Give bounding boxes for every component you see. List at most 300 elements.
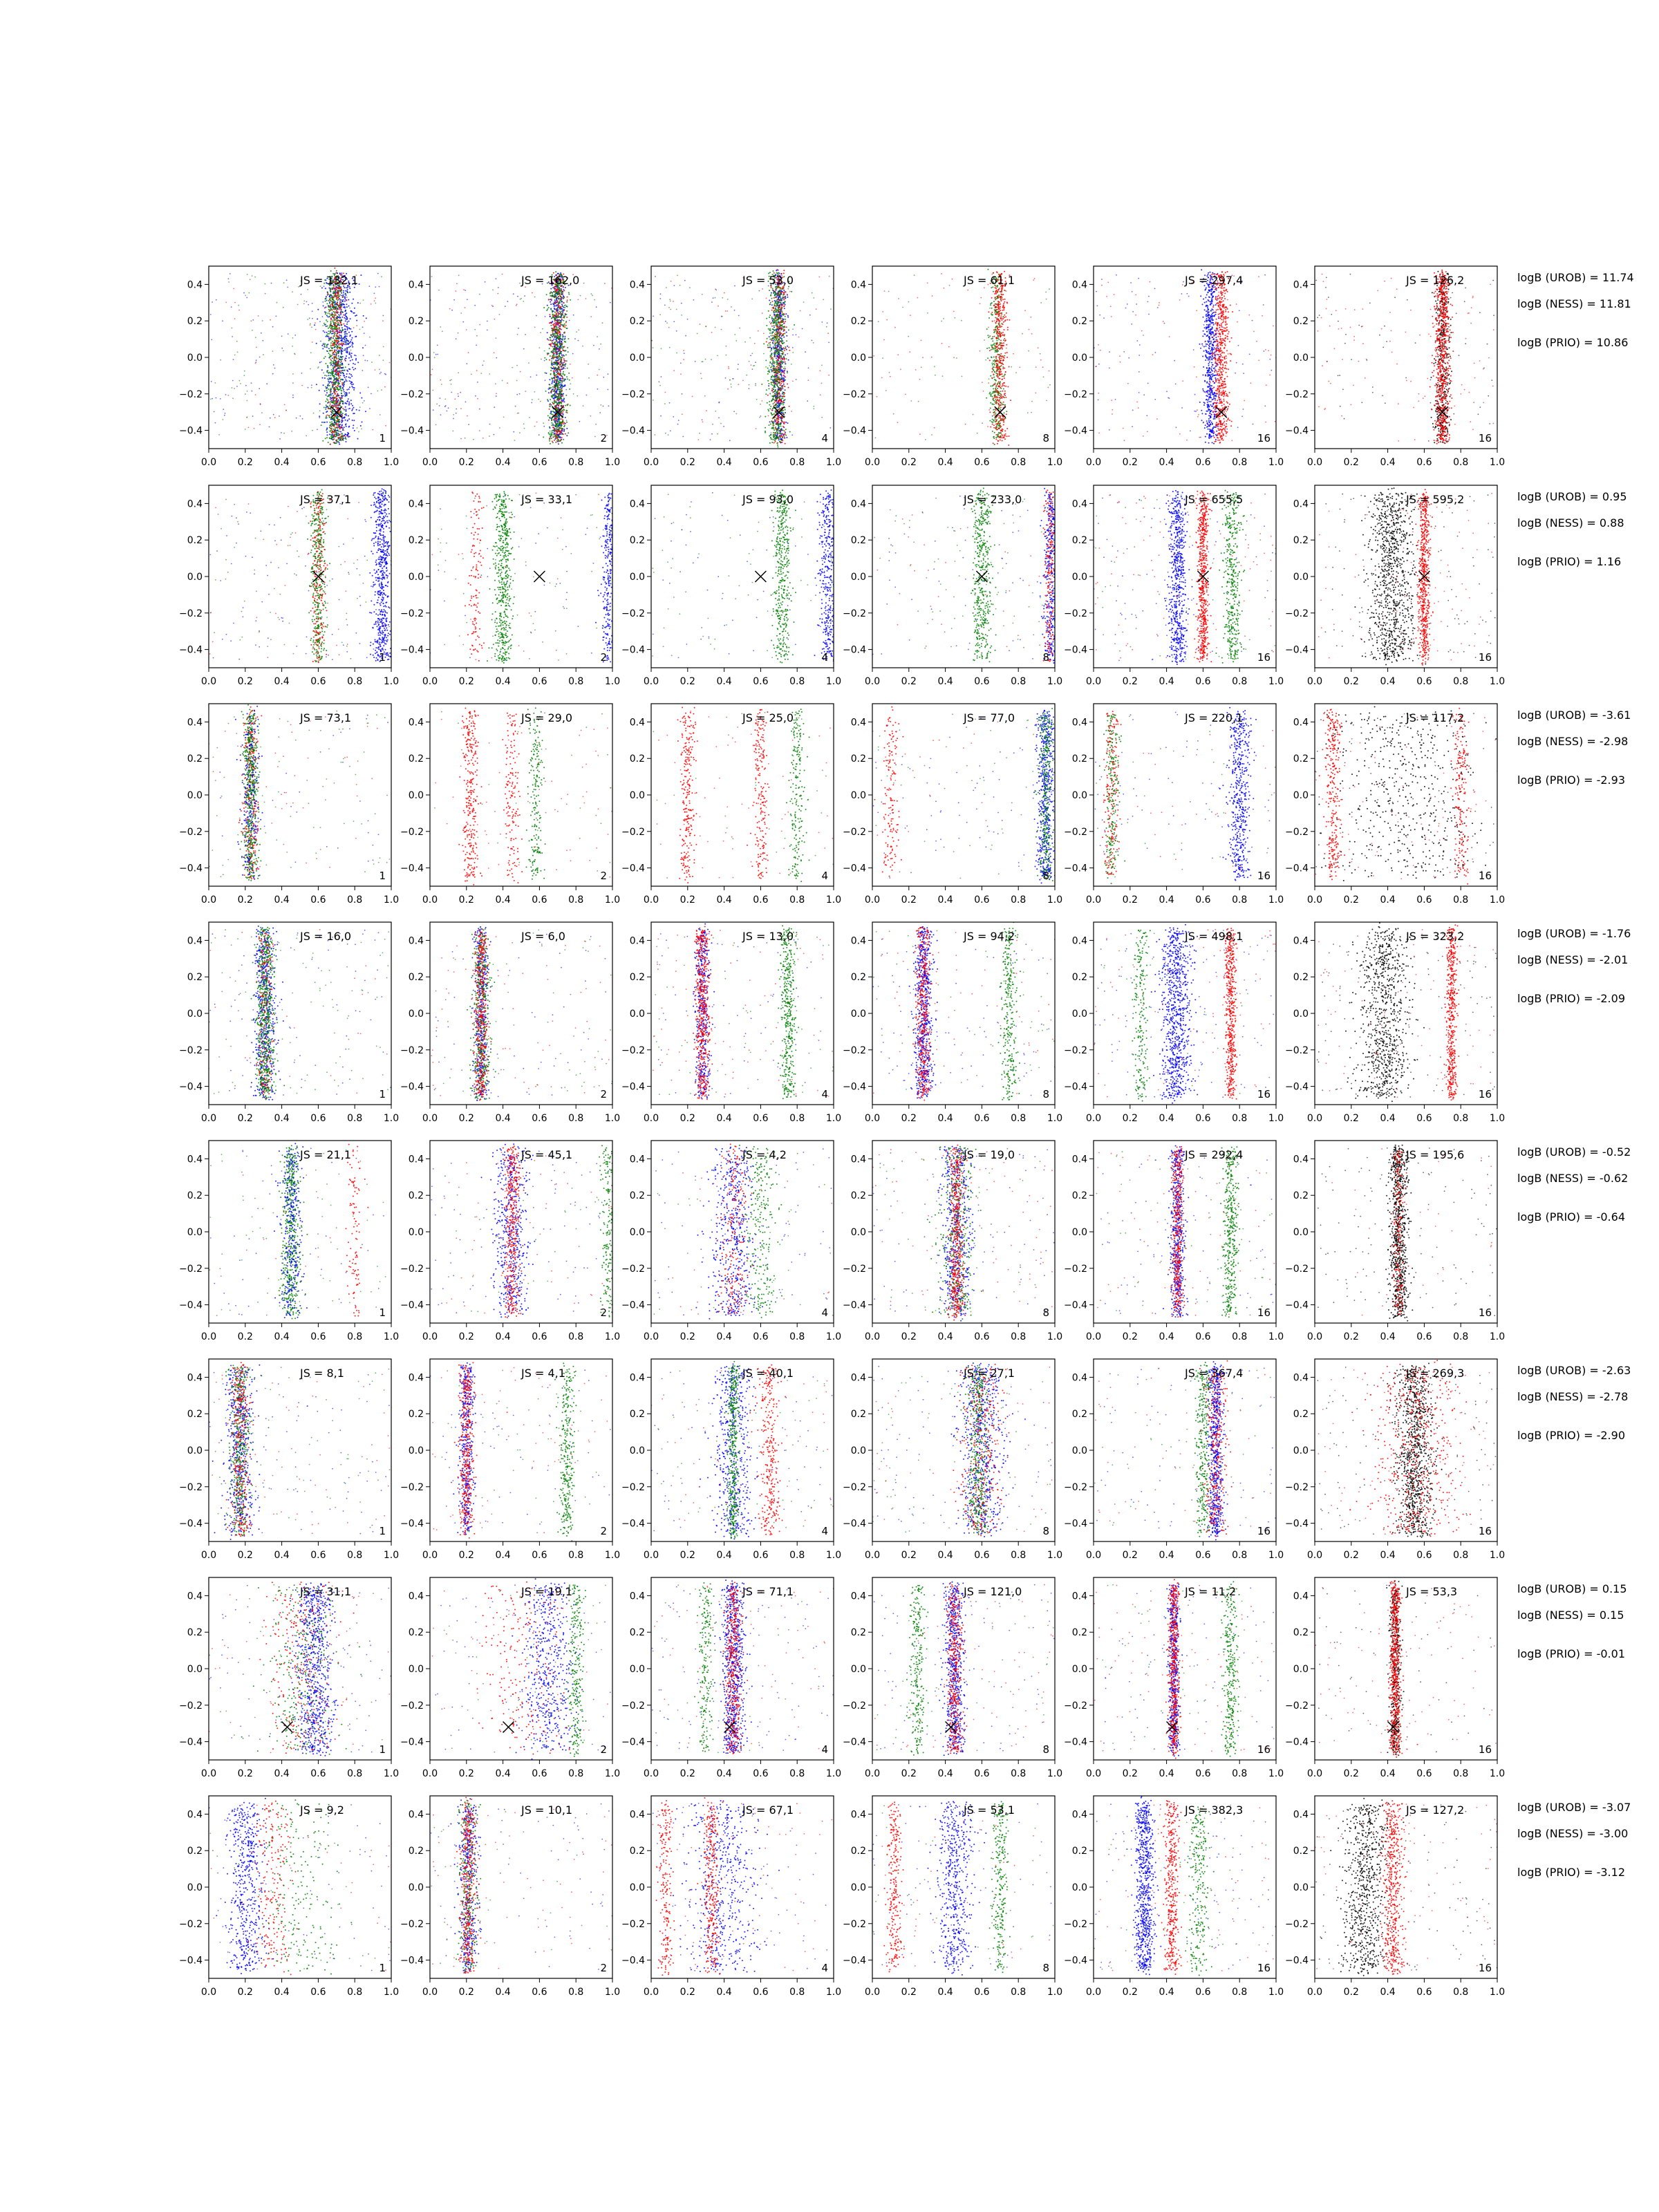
data-point bbox=[565, 304, 566, 306]
data-point bbox=[340, 312, 341, 314]
data-point bbox=[693, 299, 695, 301]
data-point bbox=[784, 393, 785, 394]
data-point bbox=[328, 382, 330, 384]
data-point bbox=[346, 393, 348, 395]
data-point bbox=[312, 341, 313, 343]
data-point bbox=[791, 435, 793, 436]
data-point bbox=[338, 377, 339, 379]
data-point bbox=[523, 348, 525, 350]
data-point bbox=[787, 297, 788, 298]
data-point bbox=[577, 395, 578, 397]
data-point bbox=[776, 359, 778, 361]
data-point bbox=[827, 332, 829, 334]
data-point bbox=[552, 329, 554, 330]
data-point bbox=[554, 396, 556, 397]
data-point bbox=[673, 321, 675, 322]
data-point bbox=[487, 330, 488, 331]
data-point bbox=[550, 301, 551, 303]
data-point bbox=[600, 404, 601, 406]
data-point bbox=[561, 423, 563, 424]
data-point bbox=[262, 320, 263, 321]
data-point bbox=[562, 306, 563, 307]
data-point bbox=[359, 393, 361, 394]
data-point bbox=[328, 384, 329, 385]
data-point bbox=[339, 303, 341, 304]
data-point bbox=[337, 308, 339, 310]
data-point bbox=[608, 389, 609, 391]
data-point bbox=[561, 346, 562, 348]
data-point bbox=[266, 383, 268, 384]
data-point bbox=[556, 335, 558, 337]
data-point bbox=[330, 422, 331, 423]
data-point bbox=[565, 321, 567, 322]
data-point bbox=[346, 409, 347, 410]
data-point bbox=[354, 413, 355, 414]
data-point bbox=[660, 415, 662, 417]
data-point bbox=[350, 383, 352, 384]
data-point bbox=[336, 420, 337, 422]
data-point bbox=[352, 409, 353, 410]
data-point bbox=[341, 289, 342, 290]
data-point bbox=[327, 406, 328, 407]
data-point bbox=[787, 422, 789, 424]
data-point bbox=[556, 396, 557, 397]
data-point bbox=[330, 414, 332, 415]
data-point bbox=[332, 344, 334, 346]
data-point bbox=[711, 301, 713, 303]
data-point bbox=[762, 288, 763, 290]
data-point bbox=[335, 397, 336, 398]
data-point bbox=[451, 310, 453, 311]
data-point bbox=[335, 361, 336, 362]
data-point bbox=[326, 336, 327, 337]
data-point bbox=[505, 306, 506, 307]
data-point bbox=[332, 431, 334, 433]
data-point bbox=[322, 440, 324, 442]
data-point bbox=[350, 355, 352, 357]
panel-count-label: 2 bbox=[600, 432, 607, 444]
data-point bbox=[559, 403, 560, 404]
data-point bbox=[337, 305, 339, 306]
data-point bbox=[339, 301, 341, 303]
data-point bbox=[559, 339, 561, 341]
data-point bbox=[337, 405, 338, 406]
data-point bbox=[328, 337, 330, 339]
data-point bbox=[566, 422, 568, 423]
data-point bbox=[336, 289, 337, 290]
data-point bbox=[344, 296, 346, 297]
data-point bbox=[733, 411, 735, 412]
data-point bbox=[771, 310, 773, 311]
data-point bbox=[559, 433, 561, 434]
data-point bbox=[563, 422, 565, 424]
data-point bbox=[272, 373, 274, 375]
data-point bbox=[326, 404, 327, 406]
data-point bbox=[259, 424, 261, 425]
data-point bbox=[232, 387, 233, 388]
data-point bbox=[550, 399, 551, 400]
data-point bbox=[465, 438, 466, 439]
data-point bbox=[553, 356, 554, 357]
data-point bbox=[341, 327, 343, 328]
data-point bbox=[332, 419, 334, 420]
data-point bbox=[550, 344, 552, 345]
data-point bbox=[343, 307, 344, 308]
x-tick-label: 0.8 bbox=[568, 457, 583, 468]
data-point bbox=[560, 373, 561, 374]
data-point bbox=[271, 283, 272, 284]
data-point bbox=[234, 318, 236, 319]
data-point bbox=[568, 351, 569, 353]
data-point bbox=[345, 379, 346, 381]
x-tick-label: 0.4 bbox=[274, 457, 289, 468]
data-point bbox=[338, 404, 339, 406]
data-point bbox=[330, 359, 331, 360]
data-point bbox=[301, 373, 303, 374]
data-point bbox=[234, 302, 236, 303]
data-point bbox=[341, 359, 343, 360]
data-point bbox=[332, 393, 333, 395]
data-point bbox=[782, 388, 783, 389]
data-point bbox=[335, 290, 336, 291]
data-point bbox=[828, 375, 830, 376]
data-point bbox=[463, 289, 465, 290]
data-point bbox=[473, 439, 474, 440]
data-point bbox=[554, 294, 555, 295]
data-point bbox=[353, 389, 355, 391]
data-point bbox=[769, 421, 771, 422]
data-point bbox=[258, 315, 259, 317]
data-point bbox=[353, 384, 354, 385]
data-point bbox=[236, 341, 238, 342]
data-point bbox=[548, 420, 550, 421]
data-point bbox=[311, 327, 312, 328]
data-point bbox=[344, 306, 346, 308]
data-point bbox=[554, 402, 555, 404]
data-point bbox=[341, 353, 342, 355]
data-point bbox=[482, 364, 483, 366]
data-point bbox=[337, 395, 338, 396]
data-point bbox=[338, 365, 339, 366]
data-point bbox=[355, 364, 356, 365]
data-point bbox=[442, 331, 443, 332]
data-point bbox=[555, 343, 556, 344]
data-point bbox=[552, 429, 554, 431]
data-point bbox=[561, 418, 563, 420]
data-point bbox=[769, 346, 771, 348]
data-point bbox=[550, 325, 552, 326]
data-point bbox=[548, 433, 550, 435]
data-point bbox=[346, 426, 347, 427]
data-point bbox=[344, 377, 346, 378]
data-point bbox=[371, 393, 372, 395]
data-point bbox=[554, 438, 556, 440]
data-point bbox=[354, 308, 355, 309]
data-point bbox=[339, 366, 340, 367]
data-point bbox=[344, 317, 345, 319]
data-point bbox=[326, 344, 328, 346]
data-point bbox=[550, 373, 552, 375]
data-point bbox=[330, 339, 332, 340]
data-point bbox=[562, 294, 563, 295]
data-point bbox=[255, 337, 256, 338]
data-point bbox=[567, 299, 568, 301]
data-point bbox=[334, 356, 335, 357]
y-tick-label: −0.2 bbox=[400, 389, 424, 400]
data-point bbox=[339, 343, 340, 344]
data-point bbox=[565, 395, 567, 396]
data-point bbox=[348, 388, 350, 390]
data-point bbox=[351, 375, 353, 377]
data-point bbox=[332, 317, 333, 318]
data-point bbox=[375, 303, 377, 304]
data-point bbox=[364, 359, 366, 361]
data-point bbox=[291, 431, 292, 432]
data-point bbox=[562, 363, 563, 364]
data-point bbox=[312, 303, 313, 304]
data-point bbox=[341, 352, 342, 353]
scatter-points bbox=[650, 269, 834, 447]
data-point bbox=[558, 326, 559, 328]
data-point bbox=[569, 379, 570, 381]
data-point bbox=[553, 366, 554, 368]
data-point bbox=[550, 291, 552, 292]
data-point bbox=[323, 306, 324, 307]
data-point bbox=[559, 397, 561, 399]
data-point bbox=[346, 344, 347, 346]
data-point bbox=[332, 398, 334, 400]
data-point bbox=[531, 402, 532, 404]
data-point bbox=[792, 381, 794, 382]
subplot-r1-c3 bbox=[621, 266, 841, 468]
data-point bbox=[763, 333, 765, 335]
data-point bbox=[321, 288, 323, 289]
data-point bbox=[286, 279, 288, 281]
data-point bbox=[673, 416, 674, 418]
data-point bbox=[512, 367, 513, 368]
data-point bbox=[496, 393, 497, 395]
data-point bbox=[340, 367, 341, 368]
data-point bbox=[359, 303, 361, 304]
data-point bbox=[768, 415, 769, 417]
data-point bbox=[447, 411, 448, 412]
data-point bbox=[558, 424, 559, 426]
data-point bbox=[543, 307, 545, 308]
data-point bbox=[552, 418, 553, 420]
data-point bbox=[563, 378, 565, 379]
data-point bbox=[212, 301, 213, 303]
data-point bbox=[434, 357, 435, 358]
data-point bbox=[276, 302, 278, 303]
data-point bbox=[339, 377, 341, 379]
data-point bbox=[551, 422, 552, 424]
data-point bbox=[337, 424, 339, 425]
data-point bbox=[243, 292, 245, 294]
data-point bbox=[348, 433, 349, 434]
data-point bbox=[556, 292, 558, 293]
data-point bbox=[228, 278, 229, 279]
data-point bbox=[718, 306, 719, 307]
data-point bbox=[561, 294, 562, 295]
data-point bbox=[306, 301, 308, 303]
data-point bbox=[562, 348, 563, 350]
data-point bbox=[545, 372, 546, 373]
data-point bbox=[231, 306, 232, 308]
data-point bbox=[460, 312, 462, 314]
data-point bbox=[335, 386, 337, 387]
data-point bbox=[528, 362, 529, 364]
data-point bbox=[550, 438, 551, 440]
data-point bbox=[465, 307, 466, 308]
data-point bbox=[682, 436, 684, 438]
data-point bbox=[331, 421, 332, 422]
data-point bbox=[313, 413, 315, 414]
data-point bbox=[561, 410, 563, 411]
data-point bbox=[252, 319, 254, 321]
data-point bbox=[330, 270, 332, 272]
data-point bbox=[521, 298, 522, 299]
data-point bbox=[374, 300, 375, 301]
data-point bbox=[350, 357, 352, 358]
data-point bbox=[329, 325, 330, 326]
data-point bbox=[755, 362, 756, 363]
data-point bbox=[560, 361, 561, 362]
data-point bbox=[338, 395, 339, 396]
data-point bbox=[552, 317, 554, 318]
data-point bbox=[326, 371, 328, 372]
data-point bbox=[550, 355, 551, 357]
data-point bbox=[341, 420, 342, 421]
data-point bbox=[341, 424, 343, 426]
data-point bbox=[331, 327, 332, 328]
data-point bbox=[333, 344, 335, 346]
data-point bbox=[532, 399, 533, 400]
data-point bbox=[680, 362, 682, 364]
data-point bbox=[785, 362, 786, 363]
data-point bbox=[554, 343, 555, 344]
data-point bbox=[561, 355, 563, 356]
data-point bbox=[544, 357, 545, 359]
data-point bbox=[566, 360, 568, 362]
data-point bbox=[567, 368, 568, 369]
data-point bbox=[341, 317, 343, 318]
data-point bbox=[329, 431, 330, 432]
data-point bbox=[554, 317, 555, 319]
data-point bbox=[561, 442, 563, 444]
data-point bbox=[330, 391, 332, 392]
data-point bbox=[334, 316, 335, 317]
data-point bbox=[328, 328, 329, 329]
data-point bbox=[778, 330, 779, 332]
data-point bbox=[538, 434, 540, 435]
data-point bbox=[583, 405, 584, 406]
data-point bbox=[547, 338, 548, 339]
data-point bbox=[711, 332, 713, 333]
data-point bbox=[326, 429, 327, 431]
data-point bbox=[332, 341, 333, 342]
data-point bbox=[336, 310, 337, 311]
data-point bbox=[561, 405, 563, 406]
data-point bbox=[568, 432, 569, 433]
data-point bbox=[542, 328, 543, 330]
data-point bbox=[785, 368, 786, 369]
data-point bbox=[517, 296, 518, 297]
data-point bbox=[669, 402, 671, 404]
data-point bbox=[494, 406, 495, 408]
data-point bbox=[349, 380, 350, 382]
data-point bbox=[557, 415, 559, 417]
data-point bbox=[563, 433, 564, 435]
data-point bbox=[563, 302, 565, 303]
data-point bbox=[321, 345, 323, 346]
data-point bbox=[774, 402, 775, 403]
data-point bbox=[276, 316, 277, 317]
data-point bbox=[381, 389, 382, 391]
data-point bbox=[554, 386, 555, 388]
data-point bbox=[334, 335, 335, 337]
data-point bbox=[507, 301, 509, 302]
data-point bbox=[561, 433, 563, 435]
data-point bbox=[340, 371, 341, 372]
data-point bbox=[559, 349, 561, 350]
data-point bbox=[339, 421, 341, 422]
data-point bbox=[333, 360, 335, 362]
data-point bbox=[460, 408, 462, 409]
data-point bbox=[550, 403, 551, 404]
data-point bbox=[560, 430, 561, 431]
data-point bbox=[580, 295, 581, 297]
data-point bbox=[330, 444, 331, 445]
data-point bbox=[552, 402, 553, 403]
data-point bbox=[375, 297, 376, 299]
data-point bbox=[555, 433, 556, 434]
data-point bbox=[784, 298, 785, 299]
data-point bbox=[562, 338, 563, 339]
data-point bbox=[371, 303, 372, 305]
data-point bbox=[326, 345, 328, 346]
data-point bbox=[788, 359, 789, 361]
data-point bbox=[329, 438, 330, 439]
data-point bbox=[556, 409, 558, 410]
data-point bbox=[553, 339, 554, 340]
data-point bbox=[449, 308, 451, 310]
data-point bbox=[337, 322, 339, 324]
data-point bbox=[559, 395, 560, 396]
data-point bbox=[329, 303, 330, 304]
data-point bbox=[551, 340, 552, 341]
data-point bbox=[341, 372, 343, 373]
data-point bbox=[561, 363, 562, 364]
data-point bbox=[553, 355, 554, 356]
data-point bbox=[550, 303, 552, 305]
x-tick-label: 0.4 bbox=[495, 457, 510, 468]
data-point bbox=[342, 428, 344, 429]
data-point bbox=[265, 293, 266, 294]
data-point bbox=[303, 301, 305, 302]
data-point bbox=[335, 341, 336, 343]
data-point bbox=[339, 348, 341, 350]
data-point bbox=[544, 360, 545, 362]
data-point bbox=[554, 429, 555, 430]
data-point bbox=[563, 371, 564, 373]
data-point bbox=[791, 411, 792, 412]
data-point bbox=[578, 340, 579, 341]
data-point bbox=[333, 391, 335, 392]
data-point bbox=[551, 362, 552, 364]
data-point bbox=[346, 319, 348, 320]
data-point bbox=[338, 338, 339, 339]
data-point bbox=[244, 371, 245, 372]
